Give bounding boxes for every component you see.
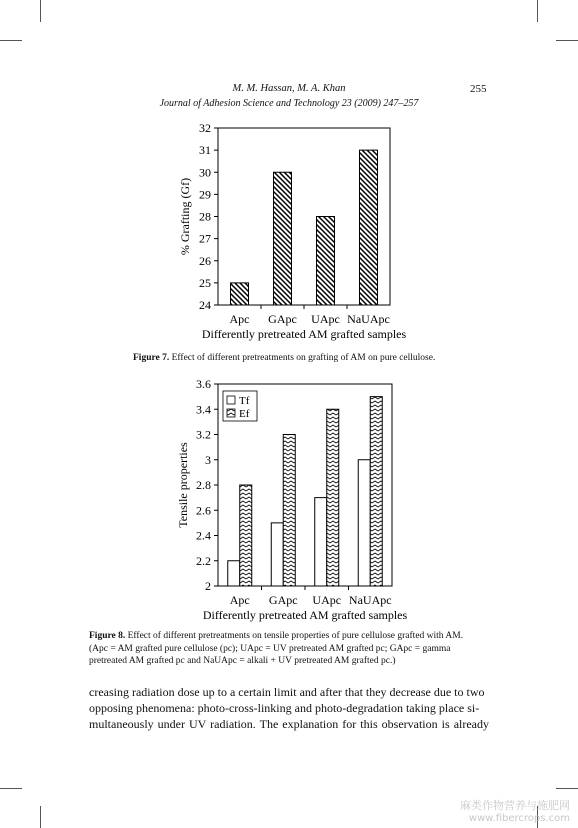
- y-tick-label: 31: [199, 143, 211, 158]
- figure-7-caption-label: Figure 7.: [133, 353, 170, 363]
- x-tick-label: GApc: [268, 312, 297, 326]
- crop-mark: [556, 40, 578, 41]
- watermark: [460, 797, 570, 824]
- crop-mark: [0, 40, 22, 41]
- y-tick-label: 3.4: [196, 402, 211, 417]
- x-tick-label: GApc: [268, 593, 298, 607]
- figure-7-caption-text: Effect of different pretreatments on grafting of AM on pure cellulose.: [171, 353, 436, 363]
- x-tick-label: Apc: [229, 312, 250, 326]
- x-tick-label: UApc: [311, 312, 340, 326]
- bar-value-uapc: [317, 217, 335, 306]
- figure-8-chart: [0, 372, 578, 624]
- figure-8-caption-line-3: pretreated AM grafted pc and NaUApc = alkali + UV pretreated AM grafted pc.): [89, 656, 396, 666]
- y-tick-label: 30: [199, 165, 211, 180]
- y-axis-title: % Grafting (Gf): [178, 177, 192, 256]
- y-tick-label: 26: [199, 253, 211, 268]
- bar-value-nauapc: [360, 150, 378, 305]
- legend-swatch-tf: [227, 396, 235, 404]
- crop-mark: [40, 0, 41, 22]
- crop-mark: [537, 0, 538, 22]
- x-tick-label: Apc: [229, 593, 250, 607]
- y-tick-label: 29: [199, 187, 211, 202]
- y-tick-label: 27: [199, 231, 211, 246]
- y-tick-label: 2.6: [196, 503, 211, 518]
- bar-ef-nauapc: [370, 397, 382, 586]
- x-axis-title: Differently pretreated AM grafted samples: [201, 327, 407, 341]
- y-tick-label: 32: [199, 121, 211, 135]
- watermark-line-1: 麻类作物营养与施肥网: [460, 799, 570, 812]
- x-tick-label: NaUApc: [347, 312, 390, 326]
- x-axis-title: Differently pretreated AM grafted samples: [202, 608, 408, 622]
- y-tick-label: 2.8: [196, 478, 211, 492]
- figure-7-caption: [133, 352, 513, 365]
- y-tick-label: 28: [199, 209, 211, 224]
- y-tick-label: 3: [205, 452, 211, 467]
- figure-8-caption-label: Figure 8.: [89, 631, 126, 641]
- crop-mark: [0, 788, 22, 789]
- y-tick-label: 25: [199, 275, 211, 290]
- figure-8-caption-text: Effect of different pretreatments on tensile properties of pure cellulose grafted with AM.: [127, 631, 464, 641]
- bar-ef-uapc: [327, 409, 339, 586]
- watermark-line-2: www.fibercrops.com: [468, 813, 570, 824]
- legend-swatch-ef: [227, 409, 235, 417]
- bar-value-apc: [231, 283, 249, 305]
- running-header-journal: Journal of Adhesion Science and Technology 23 (2009) 247–257: [159, 98, 419, 109]
- body-line: creasing radiation dose up to a certain limit and after that they decrease due to two: [89, 685, 485, 699]
- y-tick-label: 3.6: [196, 377, 211, 391]
- body-paragraph: [89, 684, 489, 732]
- y-tick-label: 24: [199, 298, 211, 312]
- y-tick-label: 2: [205, 579, 211, 593]
- page-number: 255: [470, 83, 487, 95]
- legend-label-ef: Ef: [239, 408, 250, 420]
- figure-8-caption: [89, 630, 499, 668]
- bar-tf-gapc: [271, 523, 283, 586]
- x-tick-label: UApc: [312, 593, 342, 607]
- y-tick-label: 3.2: [196, 427, 211, 442]
- body-line: opposing phenomena: photo-cross-linking and photo-degradation taking place si-: [89, 701, 480, 715]
- y-tick-label: 2.2: [196, 553, 211, 568]
- crop-mark: [556, 788, 578, 789]
- figure-8-caption-line-2: (Apc = AM grafted pure cellulose (pc); UApc = UV pretreated AM grafted pc; GApc = gamma: [89, 643, 451, 654]
- bar-value-gapc: [274, 172, 292, 305]
- bar-ef-gapc: [283, 435, 295, 587]
- figure-7-chart: [0, 118, 578, 348]
- legend-label-tf: Tf: [239, 395, 250, 407]
- y-tick-label: 2.4: [196, 528, 211, 543]
- running-header-authors: M. M. Hassan, M. A. Khan: [232, 83, 346, 94]
- x-tick-label: NaUApc: [348, 593, 392, 607]
- y-axis-title: Tensile properties: [176, 442, 190, 528]
- figure-8-caption-line-1: [89, 630, 499, 643]
- body-line: multaneously under UV radiation. The explanation for this observation is already: [89, 717, 489, 731]
- bar-tf-nauapc: [358, 460, 370, 586]
- bar-tf-apc: [228, 561, 240, 586]
- bar-tf-uapc: [315, 498, 327, 586]
- bar-ef-apc: [240, 485, 252, 586]
- crop-mark: [40, 806, 41, 828]
